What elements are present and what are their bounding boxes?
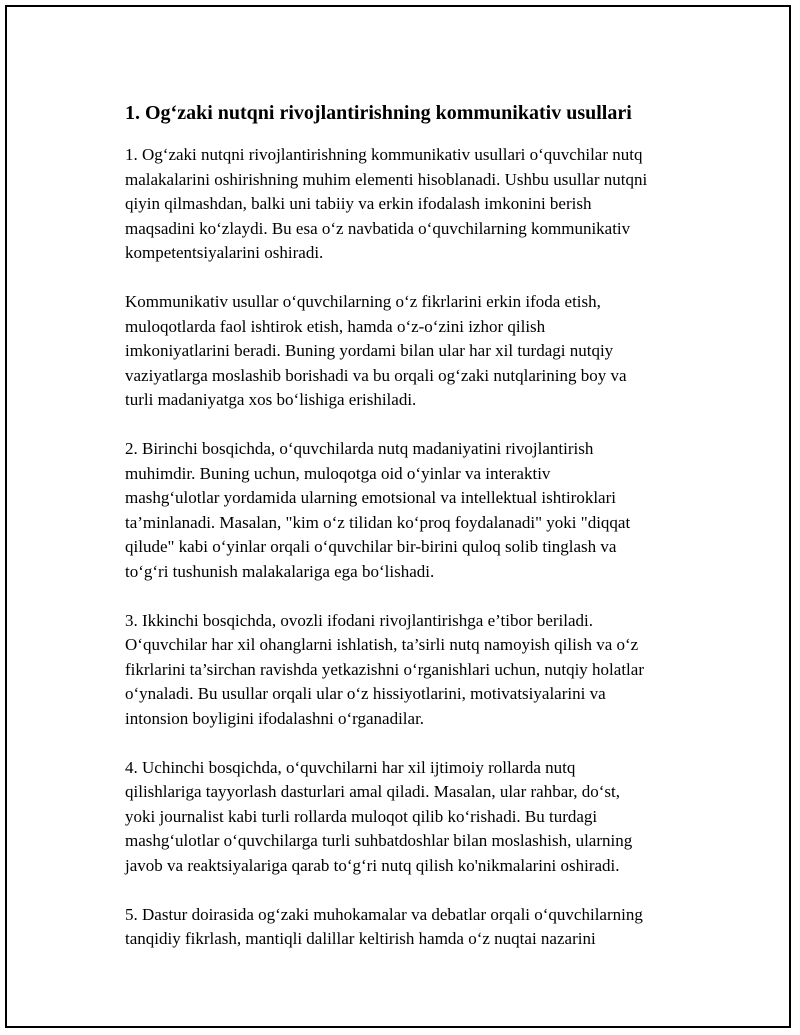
paragraph-4: 3. Ikkinchi bosqichda, ovozli ifodani rivojlantirishga e’tibor beriladi. O‘quvchilar har xil ohanglarni ishlatish, ta’sirli nutq namoyish qilish va o‘z fikrlarini ta’sirchan ravishda yetkazishni o‘rganishlari uchun, nutqiy holatlar o‘ynaladi. Bu usullar orqali ular o‘z hissiyotlarini, motivatsiyalarini va intonsion boyligini ifodalashni o‘rganadilar. <box>125 610 644 728</box>
paragraph-3: 2. Birinchi bosqichda, o‘quvchilarda nutq madaniyatini rivojlantirish muhimdir. Buning uchun, muloqotga oid o‘yinlar va interaktiv mashg‘ulotlar yordamida ularning emotsional va intellektual ishtiroklari ta’minlanadi. Masalan, "kim o‘z tilidan ko‘proq foydalanadi" yoki "diqqat qilude" kabi o‘yinlar orqali o‘quvchilar bir-birini quloq solib tinglash va to‘g‘ri tushunish malakalariga ega bo‘lishadi. <box>125 439 631 581</box>
page-frame <box>5 5 791 1028</box>
document-title: 1. Og‘zaki nutqni rivojlantirishning kommunikativ usullari <box>125 102 632 124</box>
paragraph-5: 4. Uchinchi bosqichda, o‘quvchilarni har xil ijtimoiy rollarda nutq qilishlariga tayyorlash dasturlari amal qiladi. Masalan, ular rahbar, do‘st, yoki journalist kabi turli rollarda muloqot qilib ko‘rishadi. Bu turdagi mashg‘ulotlar o‘quvchilarga turli suhbatdoshlar bilan moslashish, ularning javob va reaktsiyalariga qarab to‘g‘ri nutq qilish ko'nikmalarini oshiradi. <box>125 757 633 875</box>
document-body <box>125 97 705 976</box>
paragraph-1: 1. Og‘zaki nutqni rivojlantirishning kommunikativ usullari o‘quvchilar nutq malakalarini oshirishning muhim elementi hisoblanadi. Ushbu usullar nutqni qiyin qilmashdan, balki uni tabiiy va erkin ifodalash imkonini berish maqsadini ko‘zlaydi. Bu esa o‘z navbatida o‘quvchilarning kommunikativ kompetentsiyalarini oshiradi. <box>125 145 648 262</box>
paragraph-6: 5. Dastur doirasida og‘zaki muhokamalar va debatlar orqali o‘quvchilarning tanqidiy fikrlash, mantiqli dalillar keltirish hamda o‘z nuqtai nazarini <box>125 904 643 948</box>
paragraph-2: Kommunikativ usullar o‘quvchilarning o‘z fikrlarini erkin ifoda etish, muloqotlarda faol ishtirok etish, hamda o‘z-o‘zini izhor qilish imkoniyatlarini beradi. Buning yordami bilan ular har xil turdagi nutqiy vaziyatlarga moslashib borishadi va bu orqali og‘zaki nutqlarining boy va turli madaniyatga xos bo‘lishiga erishiladi. <box>125 292 627 409</box>
